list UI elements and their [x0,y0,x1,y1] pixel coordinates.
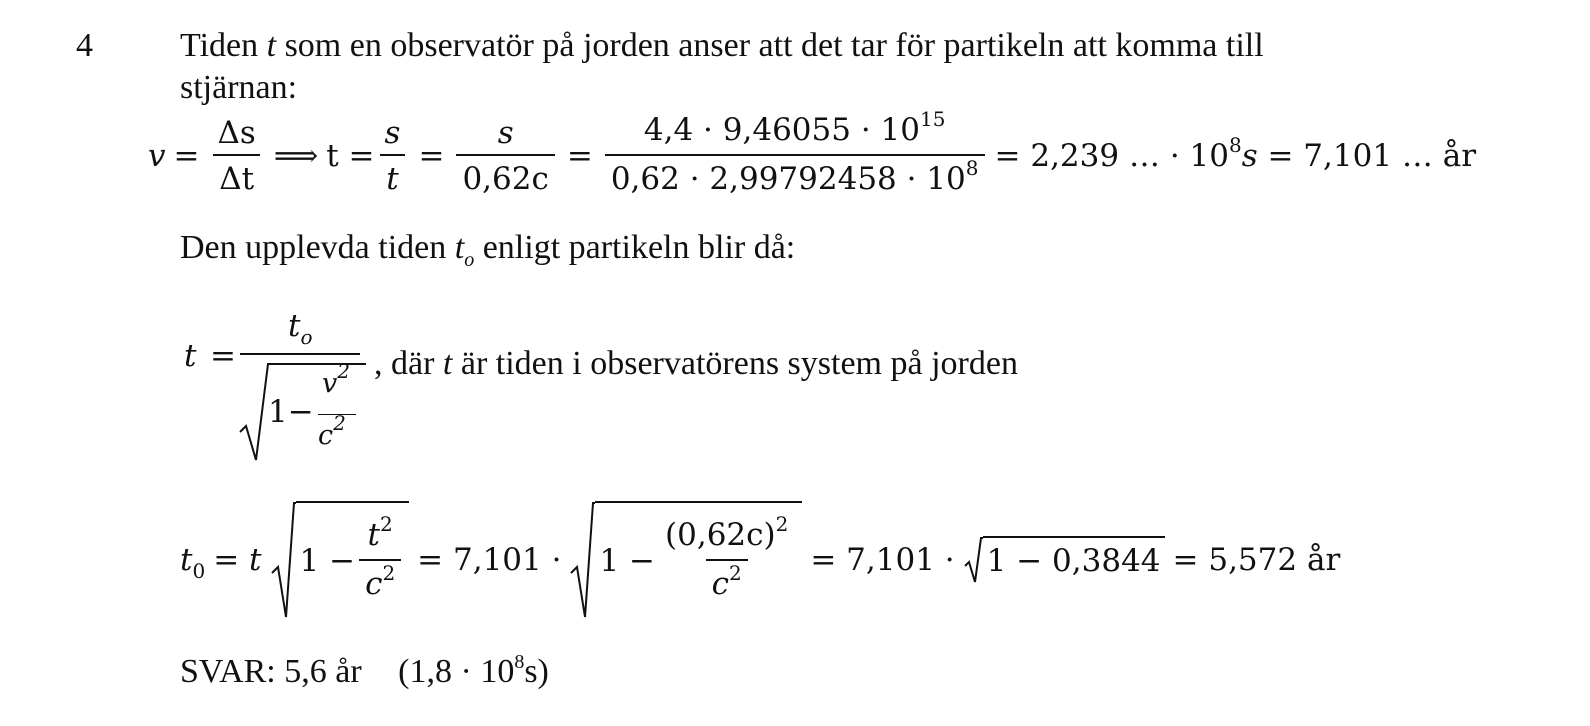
fraction-numeric [605,107,985,201]
eq2-t-num: $t_o$ [288,308,313,349]
eq2-eq: = [210,338,236,374]
intro-rest: som en observatör på jorden anser att det tar för partikeln att komma till [276,27,1264,64]
problem-number: 4 [76,27,93,64]
eq3-mid2: = 7,101 · [810,542,955,578]
proper-time-var: $t_o$ [454,229,475,271]
eq2-v2: $v^2$ [322,359,350,399]
answer-text: SVAR: 5,6 år [180,653,362,690]
eq1-t-eq: t = [326,138,375,174]
equation-proper-time-calc [180,500,1348,620]
proper-time-line: Den upplevda tiden $t_o$ enligt partikeln blir då: [180,229,796,271]
equation-velocity-time [148,107,1477,202]
eq1-result: = 2,239 … · $10^8s = 7,101$ … år [994,133,1477,174]
eq1-062c: 0,62c [456,154,554,198]
eq1-dt: Δt [213,154,260,198]
fraction-ds-dt [212,114,262,198]
eq3-t0: $t_0$ [180,542,206,583]
intro-var: t [266,27,277,64]
fraction-s-t [379,114,407,198]
answer-paren: $(1,8 \cdot 10^8s)$ [398,651,549,690]
eq2-fraction-bar [240,353,360,355]
eq3-sqrt-2: 1 − $\frac{(0,62c)^2}{c^2}$ [569,501,802,619]
eq1-s: s [384,115,401,151]
equation-time-dilation [184,308,1124,468]
eq3-sqrt-1: 1 − $\frac{t^2}{c^2}$ [270,501,410,619]
eq3-sqrt-3: 1 − 0,3844 [963,536,1165,584]
eq2-comment: , där t är tiden i observatörens system på jorden [374,345,1018,382]
eq3-eq-t: = t [213,542,262,578]
eq1-ds: Δs [217,115,256,151]
eq1-s2: s [497,115,514,151]
eq3-result: = 5,572 år [1172,542,1341,578]
eq1-eq3: = [566,138,593,174]
eq3-mid: = 7,101 · [417,542,562,578]
fraction-s-062c [456,114,554,198]
intro-prefix: Tiden [180,27,267,64]
eq2-t: t [184,338,197,374]
eq1-eq: = [173,138,200,174]
eq1-t: t [380,154,404,198]
eq2-one-minus: 1− [268,394,314,430]
intro-line-2: stjärnan: [180,69,298,106]
eq1-num-big: $4,4 \cdot 9,46055 \cdot 10^{15}$ [643,107,946,148]
eq1-den-big: $0,62 \cdot 2,99792458 \cdot 10^8$ [605,154,985,201]
intro-line-1 [180,26,1264,66]
eq1-implies: ⟹ [273,138,319,174]
eq1-eq2: = [418,138,445,174]
answer-line [180,652,549,696]
eq2-c2: $c^2$ [318,411,346,451]
eq1-v: v [148,138,166,174]
